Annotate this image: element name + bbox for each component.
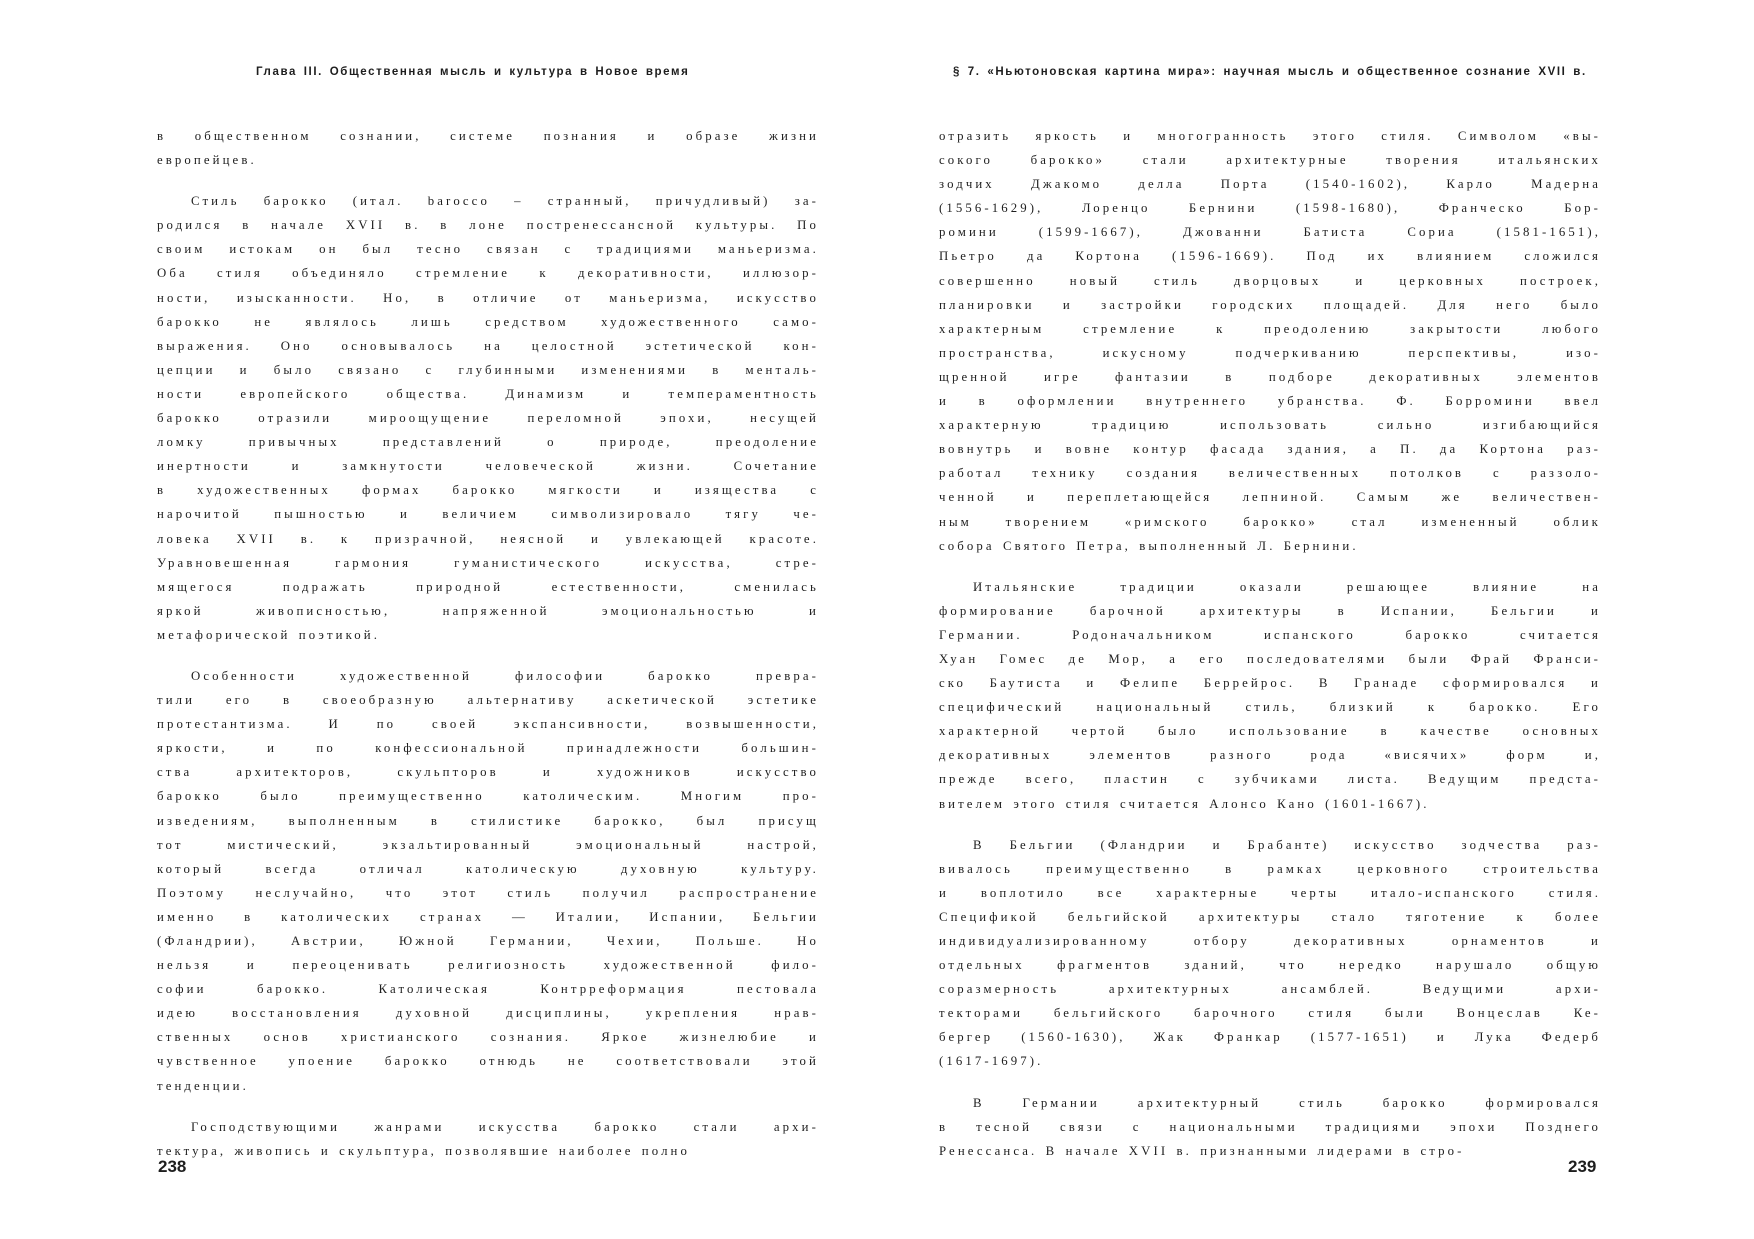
text-line: тенденции. xyxy=(157,1078,249,1093)
text-line: выражения. Оно основывалось на целостной эстетической кон- xyxy=(157,338,819,353)
text-line: характерным стремление к преодолению закрытости любого xyxy=(939,321,1601,336)
text-line: тили его в своеобразную альтернативу аскетической эстетике xyxy=(157,693,819,708)
text-line: Господствующими жанрами искусства барокко стали архи- xyxy=(191,1119,819,1134)
text-line: именно в католических странах — Италии, Испании, Бельгии xyxy=(157,909,819,924)
text-line: протестантизма. И по своей экспансивности, возвышенности, xyxy=(157,717,819,732)
text-line: планировки и застройки городских площадей. Для него было xyxy=(939,297,1601,312)
text-line: Хуан Гомес де Мор, а его последователями были Фрай Франси- xyxy=(939,651,1601,666)
text-line: в художественных формах барокко мягкости и изящества с xyxy=(157,483,819,498)
text-line: и в оформлении внутреннего убранства. Ф. Борромини ввел xyxy=(939,394,1601,409)
text-line: щренной игре фантазии в подборе декоративных элементов xyxy=(939,369,1601,384)
text-line: софии барокко. Католическая Контрреформация пестовала xyxy=(157,982,819,997)
text-line: В Бельгии (Фландрии и Брабанте) искусство зодчества раз- xyxy=(973,837,1601,852)
text-line: собора Святого Петра, выполненный Л. Бернини. xyxy=(939,538,1359,553)
text-line: ным творением «римского барокко» стал измененный облик xyxy=(939,514,1601,529)
text-line: специфический национальный стиль, близкий к барокко. Его xyxy=(939,700,1601,715)
paragraph xyxy=(157,1115,819,1163)
text-line: своим истокам он был тесно связан с традициями маньеризма. xyxy=(157,242,819,257)
text-line: метафорической поэтикой. xyxy=(157,627,381,642)
text-line: ско Баутиста и Фелипе Беррейрос. В Гранаде сформировался и xyxy=(939,676,1601,691)
paragraph xyxy=(157,124,819,172)
text-line: ственных основ христианского сознания. Яркое жизнелюбие и xyxy=(157,1030,819,1045)
text-line: инертности и замкнутости человеческой жизни. Сочетание xyxy=(157,459,819,474)
text-line: европейцев. xyxy=(157,153,257,168)
text-line: вителем этого стиля считается Алонсо Кано (1601-1667). xyxy=(939,796,1430,811)
text-line: яркой живописностью, напряженной эмоциональностью и xyxy=(157,603,819,618)
text-line: ности европейского общества. Динамизм и темпераментность xyxy=(157,386,819,401)
paragraph xyxy=(939,1091,1601,1163)
text-line: ства архитекторов, скульпторов и художников искусство xyxy=(157,765,819,780)
page-number: 239 xyxy=(1568,1157,1597,1176)
text-line: который всегда отличал католическую духовную культуру. xyxy=(157,861,819,876)
text-line: Стиль барокко (итал. barocco – странный, причудливый) за- xyxy=(191,194,819,209)
body-text xyxy=(939,124,1601,1163)
text-line: отразить яркость и многогранность этого стиля. Символом «вы- xyxy=(939,129,1601,143)
text-line: ченной и переплетающейся лепниной. Самым же величествен- xyxy=(939,490,1601,505)
text-line: барокко не являлось лишь средством художественного само- xyxy=(157,314,819,329)
text-line: зодчих Джакомо делла Порта (1540-1602), Карло Мадерна xyxy=(939,177,1601,192)
text-line: в тесной связи с национальными традициями эпохи Позднего xyxy=(939,1119,1601,1134)
text-line: характерную традицию использовать сильно изгибающийся xyxy=(939,418,1601,433)
text-line: Ренессанса. В начале XVII в. признанными лидерами в стро- xyxy=(939,1143,1465,1158)
text-line: Оба стиля объединяло стремление к декоративности, иллюзор- xyxy=(157,266,819,281)
text-line: характерной чертой было использование в качестве основных xyxy=(939,724,1601,739)
text-line: бергер (1560-1630), Жак Франкар (1577-1651) и Лука Федерб xyxy=(939,1030,1601,1045)
text-line: Поэтому неслучайно, что этот стиль получил распространение xyxy=(157,885,819,900)
paragraph xyxy=(157,664,819,1098)
text-line: индивидуализированному отбору декоративных орнаментов и xyxy=(939,934,1601,948)
text-line: В Германии архитектурный стиль барокко формировался xyxy=(973,1095,1601,1110)
text-line: Итальянские традиции оказали решающее влияние на xyxy=(973,579,1601,594)
text-line: декоративных элементов разного рода «висячих» форм и, xyxy=(939,748,1601,763)
paragraph xyxy=(939,833,1601,1074)
text-line: нельзя и переоценивать религиозность художественной фило- xyxy=(157,958,819,973)
text-line: совершенно новый стиль дворцовых и церковных построек, xyxy=(939,273,1601,288)
text-line: яркости, и по конфессиональной принадлежности большин- xyxy=(157,741,819,756)
text-line: прежде всего, пластин с зубчиками листа. Ведущим предста- xyxy=(939,772,1601,787)
text-line: Уравновешенная гармония гуманистического искусства, стре- xyxy=(157,555,819,570)
body-text xyxy=(157,124,819,1163)
text-line: мящегося подражать природной естественности, сменилась xyxy=(157,579,819,594)
text-line: идею восстановления духовной дисциплины, укрепления нрав- xyxy=(157,1006,819,1021)
text-line: барокко было преимущественно католическим. Многим про- xyxy=(157,789,819,804)
text-line: (1556-1629), Лоренцо Бернини (1598-1680), Франческо Бор- xyxy=(939,201,1601,216)
text-line: ломку привычных представлений о природе, преодоление xyxy=(157,435,819,450)
right-page xyxy=(877,0,1754,1239)
text-line: Германии. Родоначальником испанского барокко считается xyxy=(939,627,1601,642)
text-line: формирование барочной архитектуры в Испании, Бельгии и xyxy=(939,603,1601,618)
text-line: соразмерность архитектурных ансамблей. Ведущими архи- xyxy=(939,982,1601,997)
text-line: вовнутрь и вовне контур фасада здания, а П. да Кортона раз- xyxy=(939,442,1601,457)
text-line: в общественном сознании, системе познания и образе жизни xyxy=(157,129,819,143)
text-line: Спецификой бельгийской архитектуры стало тяготение к более xyxy=(939,909,1601,924)
text-line: пространства, искусному подчеркиванию перспективы, изо- xyxy=(939,345,1601,360)
text-line: вивалось преимущественно в рамках церковного строительства xyxy=(939,861,1601,876)
text-line: Особенности художественной философии барокко превра- xyxy=(191,668,819,683)
text-line: родился в начале XVII в. в лоне постренессансной культуры. По xyxy=(157,218,819,233)
text-line: сокого барокко» стали архитектурные творения итальянских xyxy=(939,153,1601,168)
text-line: (Фландрии), Австрии, Южной Германии, Чехии, Польше. Но xyxy=(157,934,819,948)
text-line: работал технику создания величественных потолков с раззоло- xyxy=(939,466,1601,481)
paragraph xyxy=(157,189,819,647)
page-number: 238 xyxy=(158,1157,187,1176)
running-head: Глава III. Общественная мысль и культура в Новое время xyxy=(256,66,690,78)
text-line: тектура, живопись и скульптура, позволявшие наиболее полно xyxy=(157,1143,690,1158)
text-line: тот мистический, экзальтированный эмоциональный настрой, xyxy=(157,837,819,852)
text-line: и воплотило все характерные черты итало-испанского стиля. xyxy=(939,885,1601,900)
text-line: отдельных фрагментов зданий, что нередко нарушало общую xyxy=(939,958,1601,973)
text-line: ловека XVII в. к призрачной, неясной и увлекающей красоте. xyxy=(157,531,819,546)
text-line: ности, изысканности. Но, в отличие от маньеризма, искусство xyxy=(157,290,819,305)
text-line: ромини (1599-1667), Джованни Батиста Сориа (1581-1651), xyxy=(939,225,1601,240)
text-line: изведениям, выполненным в стилистике барокко, был присущ xyxy=(157,813,819,828)
text-line: цепции и было связано с глубинными изменениями в менталь- xyxy=(157,362,819,377)
text-line: чувственное упоение барокко отнюдь не соответствовали этой xyxy=(157,1054,819,1069)
text-line: барокко отразили мироощущение переломной эпохи, несущей xyxy=(157,411,819,426)
paragraph xyxy=(939,575,1601,816)
text-line: текторами бельгийского барочного стиля были Вонцеслав Ке- xyxy=(939,1006,1601,1021)
running-head: § 7. «Ньютоновская картина мира»: научная мысль и общественное сознание XVII в. xyxy=(953,66,1587,78)
text-line: (1617-1697). xyxy=(939,1054,1044,1069)
text-line: Пьетро да Кортона (1596-1669). Под их влиянием сложился xyxy=(939,249,1601,264)
text-line: нарочитой пышностью и величием символизировало тягу че- xyxy=(157,507,819,522)
paragraph xyxy=(939,124,1601,558)
